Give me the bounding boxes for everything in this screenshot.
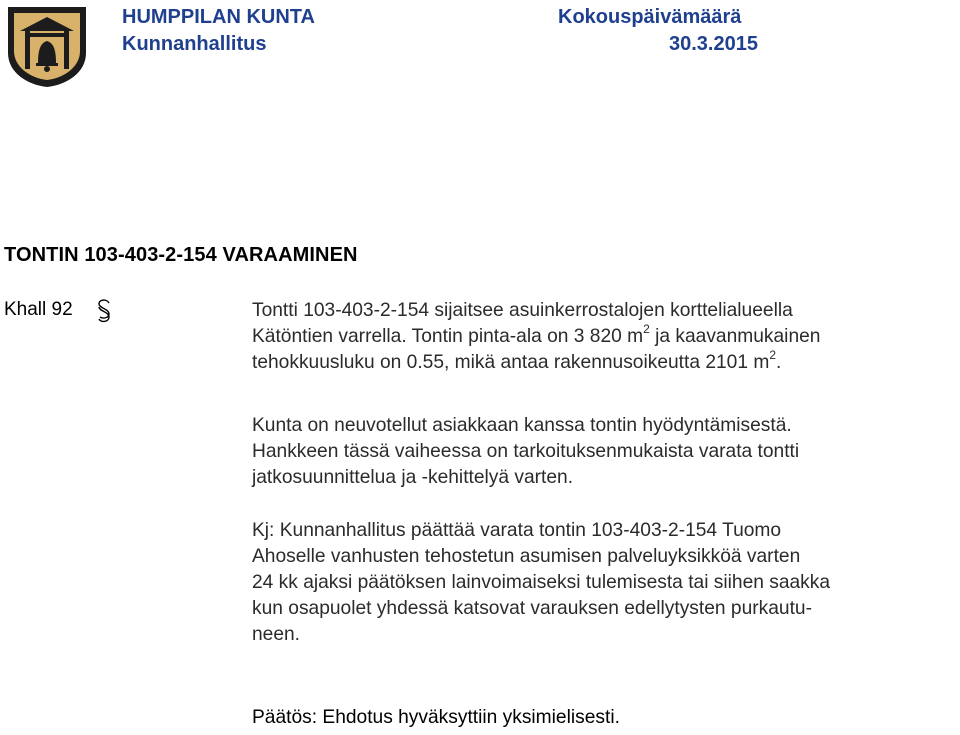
section-sign-icon bbox=[91, 297, 117, 325]
text-line: Tontti 103-403-2-154 sijaitsee asuinkerrostalojen korttelialueella bbox=[252, 300, 793, 321]
text-line: Kj: Kunnanhallitus päättää varata tontin 103-403-2-154 Tuomo bbox=[252, 520, 782, 541]
text-line: Ahoselle vanhusten tehostetun asumisen palveluyksikköä varten bbox=[252, 546, 801, 567]
text-line: jatkosuunnittelua ja -kehittelyä varten. bbox=[252, 467, 574, 488]
section-label: Khall 92 bbox=[4, 299, 73, 320]
meeting-date: 30.3.2015 bbox=[669, 33, 758, 55]
bell-coat-of-arms-icon bbox=[4, 3, 90, 89]
municipality-name: HUMPPILAN KUNTA bbox=[122, 6, 315, 28]
text-line: 24 kk ajaksi päätöksen lainvoimaiseksi tulemisesta tai siihen saakka bbox=[252, 572, 831, 593]
decision-text: Päätös: Ehdotus hyväksyttiin yksimielisesti. bbox=[252, 707, 620, 728]
paragraph-negotiation bbox=[252, 413, 960, 491]
document-title: TONTIN 103-403-2-154 VARAAMINEN bbox=[4, 244, 358, 266]
text-line: Kunta on neuvotellut asiakkaan kanssa tontin hyödyntämisestä. bbox=[252, 415, 792, 436]
text-line: neen. bbox=[252, 624, 301, 645]
text-line: Hankkeen tässä vaiheessa on tarkoituksenmukaista varata tontti bbox=[252, 441, 800, 462]
text-line: tehokkuusluku on 0.55, mikä antaa rakennusoikeutta 2101 $m^2$. bbox=[252, 347, 782, 373]
text-line: Kätöntien varrella. Tontin pinta-ala on 3 820 $m^2$ ja kaavanmukainen bbox=[252, 321, 821, 347]
paragraph-proposal bbox=[252, 518, 960, 648]
body-name: Kunnanhallitus bbox=[122, 33, 267, 55]
meeting-date-label: Kokouspäivämäärä bbox=[558, 6, 742, 28]
paragraph-plot-description bbox=[252, 298, 960, 376]
text-line: kun osapuolet yhdessä katsovat varauksen edellytysten purkautu- bbox=[252, 598, 812, 619]
